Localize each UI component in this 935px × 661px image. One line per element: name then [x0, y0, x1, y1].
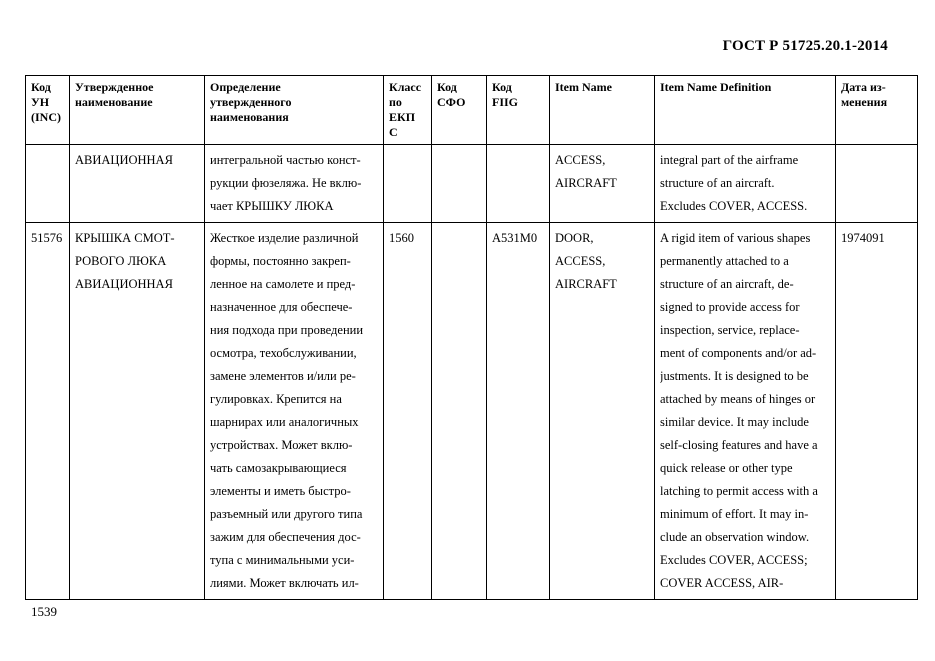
- cell-approved-name: АВИАЦИОННАЯ: [70, 145, 205, 223]
- cell-sfo: [432, 223, 487, 600]
- cell-inc: [26, 145, 70, 223]
- document-code: ГОСТ Р 51725.20.1-2014: [722, 38, 888, 54]
- cell-item-definition: A rigid item of various shapes permanently attached to a structure of an aircraft, de- signed to provide access for inspection, service, replace- ment of components and/or ad- justments. It is designed to be attached by means of hinges or similar device. It may include self-closing features and have a quick release or other type latching to permit access with a minimum of effort. It may in- clude an observation window. Excludes COVER, ACCESS; COVER ACCESS, AIR-: [655, 223, 836, 600]
- col-header-item-name: Item Name: [550, 76, 655, 145]
- header-row: [26, 76, 918, 145]
- cell-approved-name: КРЫШКА СМОТ- РОВОГО ЛЮКА АВИАЦИОННАЯ: [70, 223, 205, 600]
- col-header-class: Класс по ЕКП С: [384, 76, 432, 145]
- cell-class: 1560: [384, 223, 432, 600]
- col-header-fiig: Код FIIG: [487, 76, 550, 145]
- cell-fiig: [487, 145, 550, 223]
- col-header-approved-name: Утвержденное наименование: [70, 76, 205, 145]
- table-row: [26, 223, 918, 600]
- cell-class: [384, 145, 432, 223]
- cell-definition: Жесткое изделие различной формы, постоянно закреп- ленное на самолете и пред- назначенное для обеспече- ния подхода при проведении осмотра, техобслуживании, замене элементов и/или ре- гулировках. Крепится на шарнирах или аналогичных устройствах. Может вклю- чать самозакрывающиеся элементы и иметь быстро- разъемный или другого типа зажим для обеспечения дос- тупа с минимальными уси- лиями. Может включать ил-: [205, 223, 384, 600]
- cell-change-date: 1974091: [836, 223, 918, 600]
- cell-sfo: [432, 145, 487, 223]
- col-header-definition: Определение утвержденного наименования: [205, 76, 384, 145]
- col-header-inc: Код УН (INC): [26, 76, 70, 145]
- cell-item-name: DOOR, ACCESS, AIRCRAFT: [550, 223, 655, 600]
- catalog-table: [25, 75, 918, 600]
- table-row: [26, 145, 918, 223]
- cell-item-definition: integral part of the airframe structure of an aircraft. Excludes COVER, ACCESS.: [655, 145, 836, 223]
- page-number: 1539: [31, 604, 57, 619]
- col-header-item-definition: Item Name Definition: [655, 76, 836, 145]
- col-header-sfo: Код СФО: [432, 76, 487, 145]
- cell-fiig: A531M0: [487, 223, 550, 600]
- cell-inc: 51576: [26, 223, 70, 600]
- col-header-change-date: Дата из- менения: [836, 76, 918, 145]
- cell-change-date: [836, 145, 918, 223]
- cell-item-name: ACCESS, AIRCRAFT: [550, 145, 655, 223]
- cell-definition: интегральной частью конст- рукции фюзеляжа. Не вклю- чает КРЫШКУ ЛЮКА: [205, 145, 384, 223]
